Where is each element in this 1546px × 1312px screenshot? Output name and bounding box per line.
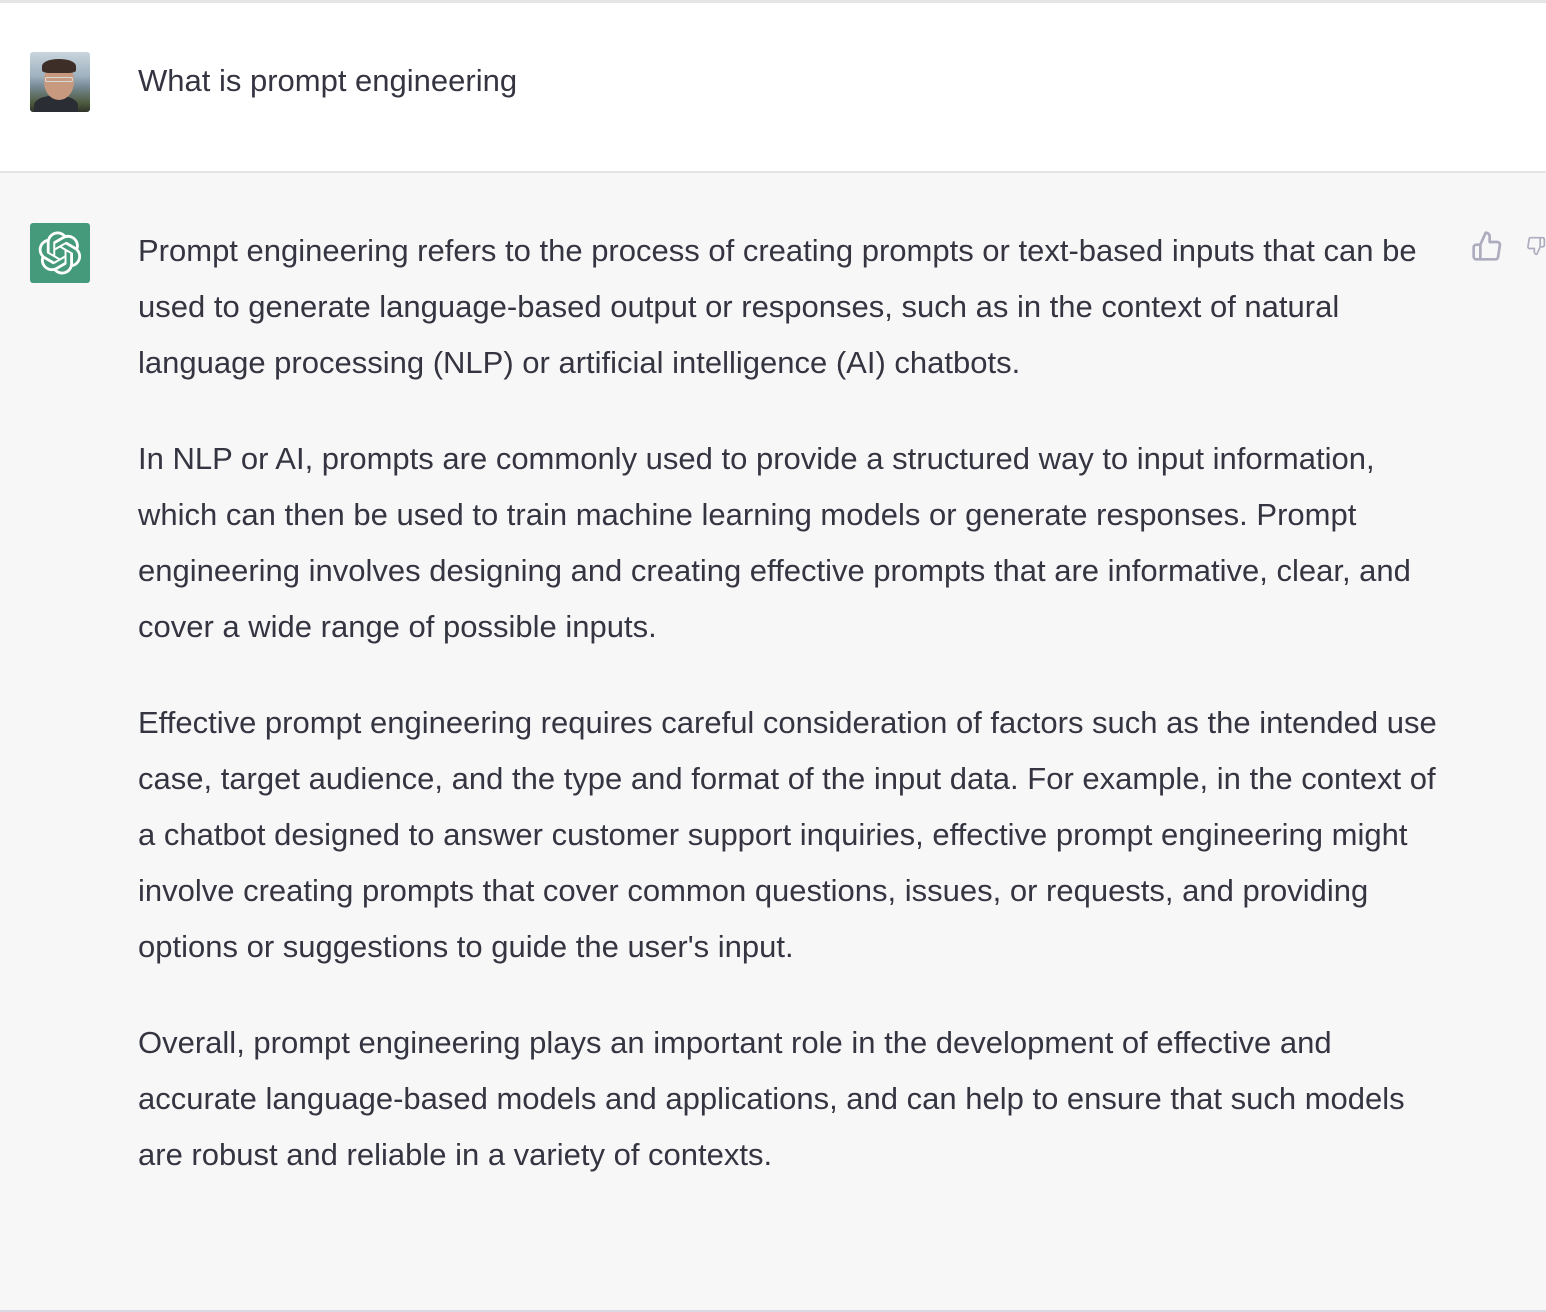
thumbs-up-icon bbox=[1471, 230, 1503, 262]
assistant-paragraph: Prompt engineering refers to the process of creating prompts or text-based inputs that can be used to generate language-based output or responses, such as in the context of natural language processing (NLP) or artificial intelligence (AI) chatbots. bbox=[138, 233, 1417, 380]
thumbs-up-button[interactable] bbox=[1470, 229, 1504, 263]
user-message-row bbox=[0, 3, 1546, 173]
thumbs-down-button[interactable] bbox=[1526, 229, 1546, 263]
assistant-avatar bbox=[30, 223, 90, 283]
feedback-buttons bbox=[1470, 229, 1546, 263]
assistant-message-row bbox=[0, 173, 1546, 1312]
user-message-text: What is prompt engineering bbox=[138, 63, 518, 98]
assistant-message-text bbox=[138, 223, 1448, 1223]
assistant-paragraph: In NLP or AI, prompts are commonly used to provide a structured way to input information, which can then be used to train machine learning models or generate responses. Prompt engineering involves designing and creating effective prompts that are informative, clear, and cover a wide range of possible inputs. bbox=[138, 441, 1411, 644]
assistant-paragraph: Overall, prompt engineering plays an important role in the development of effective and accurate language-based models and applications, and can help to ensure that such models are robust and reliable in a variety of contexts. bbox=[138, 1025, 1405, 1172]
user-avatar bbox=[30, 52, 90, 112]
thumbs-down-icon bbox=[1526, 230, 1546, 262]
openai-logo-icon bbox=[38, 231, 82, 275]
assistant-paragraph: Effective prompt engineering requires careful consideration of factors such as the intended use case, target audience, and the type and format of the input data. For example, in the context of a chatbot designed to answer customer support inquiries, effective prompt engineering might involve creating prompts that cover common questions, issues, or requests, and providing options or suggestions to guide the user's input. bbox=[138, 705, 1437, 964]
